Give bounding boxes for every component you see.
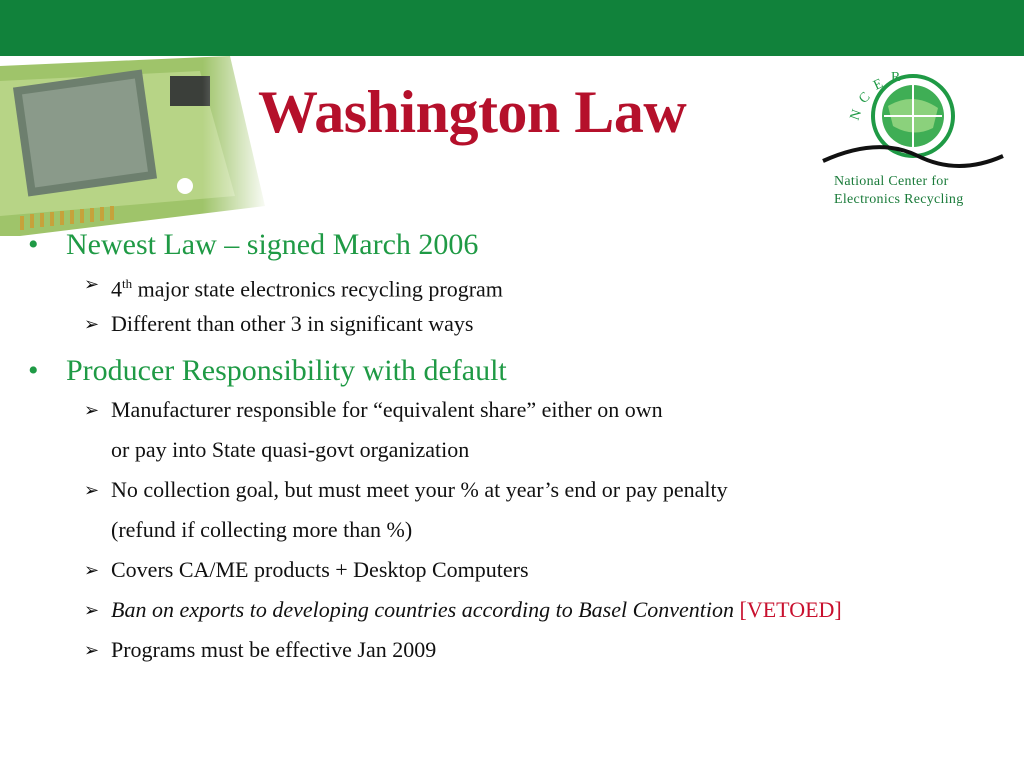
bullet-producer-responsibility: • Producer Responsibility with default [28, 354, 507, 387]
arrow-bullet-icon: ➢ [84, 640, 100, 660]
slide-title: Washington Law [258, 79, 687, 145]
logo-text-line1: National Center for [834, 174, 949, 189]
globe-logo-icon [818, 66, 1008, 176]
sub-bullet-covers: ➢ Covers CA/ME products + Desktop Computers [28, 550, 1008, 590]
sub-bullet-export-ban: ➢ Ban on exports to developing countries according to Basel Convention [VETOED] [28, 590, 1008, 630]
sub-bullet-collection-goal-cont: (refund if collecting more than %) [111, 517, 413, 542]
svg-text:C: C [856, 89, 874, 107]
sub-bullet-manufacturer: ➢ Manufacturer responsible for “equivalent share” either on own [28, 390, 1008, 430]
arrow-bullet-icon: ➢ [84, 400, 100, 420]
logo-text-line2: Electronics Recycling [834, 192, 964, 207]
arrow-bullet-icon: ➢ [84, 274, 100, 294]
bullet-newest-law: • Newest Law – signed March 2006 [28, 228, 479, 261]
svg-text:N: N [847, 107, 866, 123]
sub-bullet-different: ➢ Different than other 3 in significant ways [28, 304, 1008, 344]
arrow-bullet-icon: ➢ [84, 480, 100, 500]
sub-bullet-collection-goal: ➢ No collection goal, but must meet your % at year’s end or pay penalty [28, 470, 1008, 510]
sub-bullet-manufacturer-cont: or pay into State quasi-govt organization [111, 437, 470, 462]
arrow-bullet-icon: ➢ [84, 600, 100, 620]
arrow-bullet-icon: ➢ [84, 314, 100, 334]
vetoed-tag: [VETOED] [739, 597, 842, 622]
arrow-bullet-icon: ➢ [84, 560, 100, 580]
bullet-list [28, 226, 1008, 670]
memory-chip-image [0, 56, 270, 236]
svg-text:R: R [891, 70, 901, 85]
sub-bullet-effective-date: ➢ Programs must be effective Jan 2009 [28, 630, 1008, 670]
sub-bullet-major-program: ➢ 4th major state electronics recycling program [28, 264, 1008, 304]
top-color-bar [0, 0, 1024, 56]
ncer-logo [818, 66, 1008, 216]
svg-text:E: E [871, 76, 886, 94]
